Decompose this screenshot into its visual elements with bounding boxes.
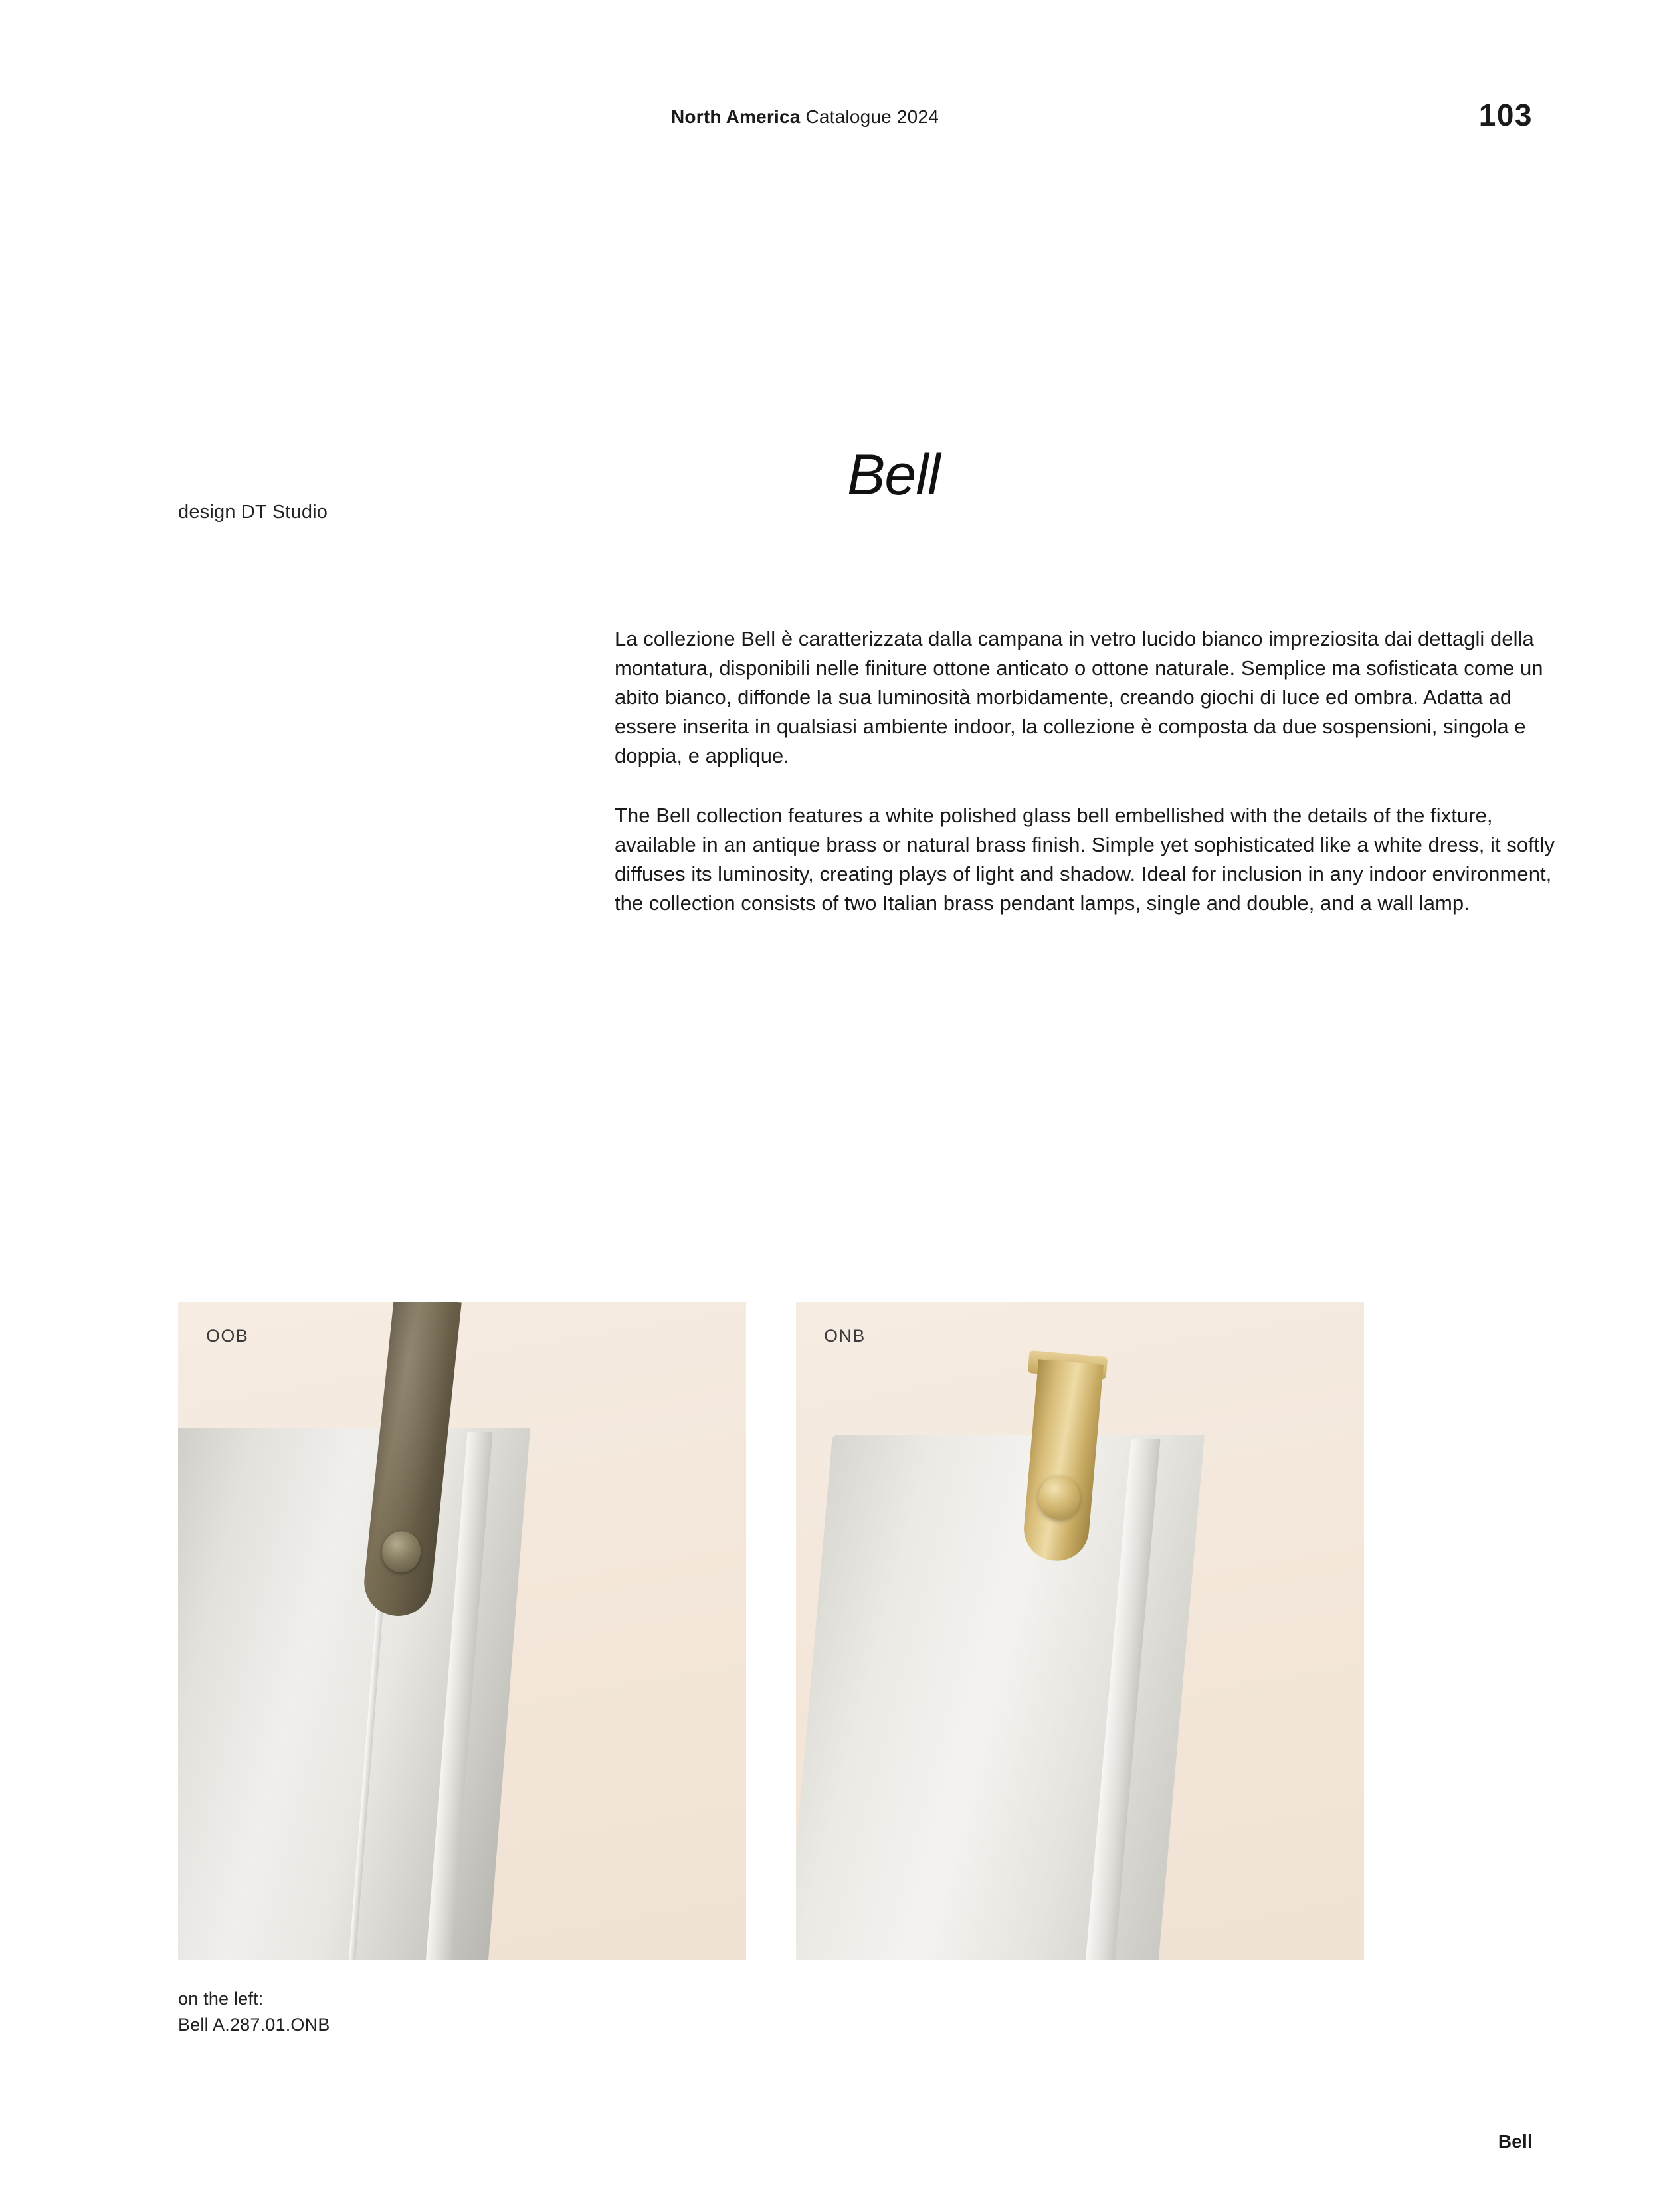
- page-title: Bell: [847, 443, 940, 507]
- header-subtitle: Catalogue 2024: [800, 106, 939, 127]
- product-photo-onb: [796, 1302, 1364, 1960]
- page-footer: Bell: [1498, 2131, 1533, 2152]
- photo-caption: [178, 1986, 330, 2038]
- page-header: [0, 98, 1659, 133]
- caption-line-1: on the left:: [178, 1989, 264, 2009]
- description-block: [615, 624, 1565, 918]
- designer-credit: design DT Studio: [178, 502, 328, 523]
- finish-label-oob: OOB: [206, 1326, 249, 1346]
- header-brand: North America: [671, 106, 801, 127]
- caption-line-2: Bell A.287.01.ONB: [178, 2015, 330, 2035]
- description-italian: La collezione Bell è caratterizzata dalla campana in vetro lucido bianco impreziosita dai dettagli della montatura, disponibili nelle finiture ottone anticato o ottone naturale. Semplice ma sofisticata come un abito bianco, diffonde la sua luminosità morbidamente, creando giochi di luce ed ombra. Adatta ad essere inserita in qualsiasi ambiente indoor, la collezione è composta da due sospensioni, singola e doppia, e applique.: [615, 627, 1543, 768]
- natural-brass-knob: [1036, 1474, 1082, 1521]
- product-photo-row: [178, 1302, 1367, 1960]
- product-photo-oob: [178, 1302, 746, 1960]
- antique-brass-knob: [380, 1529, 423, 1574]
- description-english: The Bell collection features a white polished glass bell embellished with the details of the fixture, available in an antique brass or natural brass finish. Simple yet sophisticated like a white dress, it softly diffuses its luminosity, creating plays of light and shadow. Ideal for inclusion in any indoor environment, the collection consists of two Italian brass pendant lamps, single and double, and a wall lamp.: [615, 804, 1555, 915]
- header-title: [671, 106, 939, 128]
- page-number: 103: [1478, 98, 1533, 132]
- finish-label-onb: ONB: [824, 1326, 866, 1346]
